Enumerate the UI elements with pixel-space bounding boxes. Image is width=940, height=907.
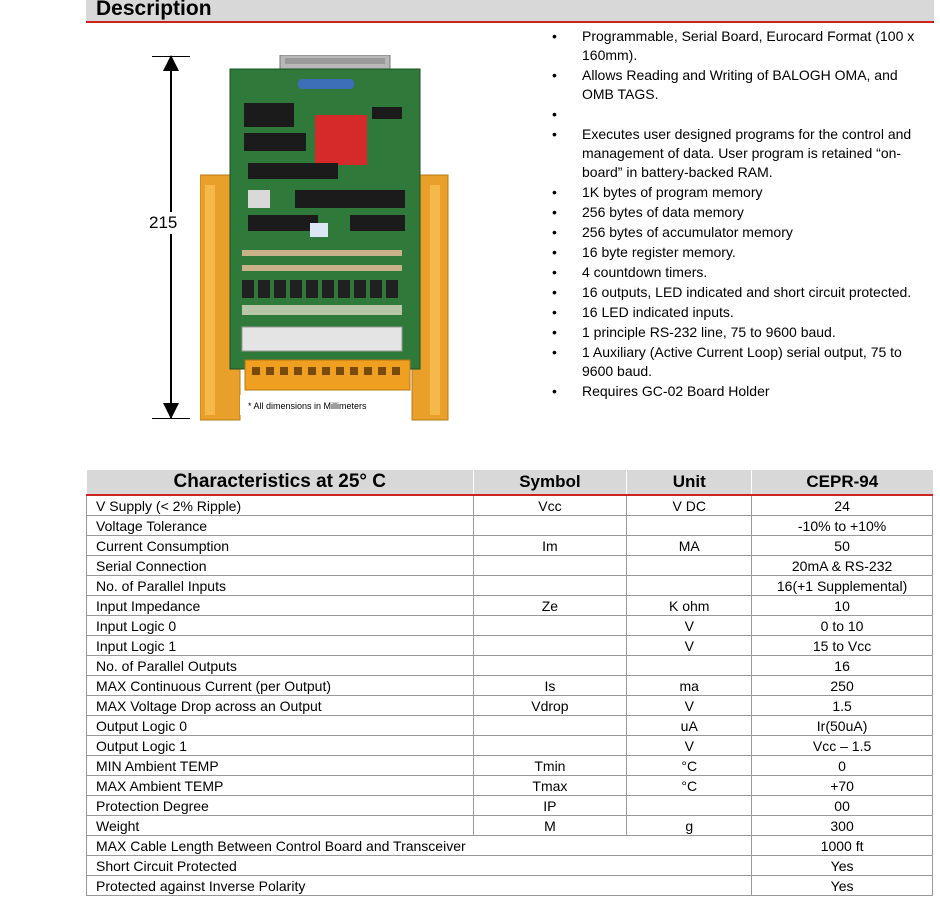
cell-value: 24	[752, 495, 933, 516]
cell-value: 0	[752, 756, 933, 776]
circuit-board-photo	[200, 55, 450, 425]
cell-characteristic: Short Circuit Protected	[87, 856, 752, 876]
cell-value: 1.5	[752, 696, 933, 716]
cell-value: 10	[752, 596, 933, 616]
table-row	[87, 576, 933, 596]
cell-value: +70	[752, 776, 933, 796]
feature-item: • 256 bytes of data memory	[552, 203, 932, 222]
cell-value: 50	[752, 536, 933, 556]
cell-characteristic: MAX Continuous Current (per Output)	[87, 676, 474, 696]
cell-symbol: Tmin	[473, 756, 627, 776]
cell-unit: °C	[627, 776, 752, 796]
cell-value: 16(+1 Supplemental)	[752, 576, 933, 596]
table-row	[87, 536, 933, 556]
cell-characteristic: Current Consumption	[87, 536, 474, 556]
cell-unit: V DC	[627, 495, 752, 516]
characteristics-table	[86, 470, 933, 896]
cell-unit: K ohm	[627, 596, 752, 616]
cell-symbol	[473, 516, 627, 536]
cell-unit: V	[627, 696, 752, 716]
cell-characteristic: V Supply (< 2% Ripple)	[87, 495, 474, 516]
table-header-row	[87, 470, 933, 495]
cell-unit	[627, 576, 752, 596]
header-characteristics: Characteristics at 25° C	[87, 470, 474, 495]
cell-symbol	[473, 736, 627, 756]
table-row	[87, 495, 933, 516]
cell-value: 250	[752, 676, 933, 696]
table-row	[87, 676, 933, 696]
dimension-arrow-down-icon	[163, 403, 179, 419]
dimension-tick-bottom	[152, 418, 190, 419]
cell-symbol	[473, 656, 627, 676]
cell-symbol: Is	[473, 676, 627, 696]
feature-item: • Allows Reading and Writing of BALOGH OMA, and OMB TAGS.	[552, 66, 932, 104]
cell-symbol	[473, 556, 627, 576]
cell-value: Vcc – 1.5	[752, 736, 933, 756]
table-row	[87, 516, 933, 536]
cell-unit: °C	[627, 756, 752, 776]
feature-item: • 16 LED indicated inputs.	[552, 303, 932, 322]
cell-characteristic: Output Logic 1	[87, 736, 474, 756]
cell-unit: ma	[627, 676, 752, 696]
feature-list	[552, 27, 932, 402]
header-model: CEPR-94	[752, 470, 933, 495]
cell-characteristic: Output Logic 0	[87, 716, 474, 736]
feature-item: • 256 bytes of accumulator memory	[552, 223, 932, 242]
cell-unit	[627, 796, 752, 816]
cell-symbol	[473, 636, 627, 656]
feature-item: • 4 countdown timers.	[552, 263, 932, 282]
feature-item: • 16 byte register memory.	[552, 243, 932, 262]
cell-characteristic: Input Impedance	[87, 596, 474, 616]
cell-unit: MA	[627, 536, 752, 556]
table-row	[87, 856, 933, 876]
cell-symbol	[473, 576, 627, 596]
dimension-caption: * All dimensions in Millimeters	[248, 401, 367, 411]
dimension-label: 215	[149, 213, 178, 232]
cell-value: 00	[752, 796, 933, 816]
feature-item: • 1 Auxiliary (Active Current Loop) serial output, 75 to 9600 baud.	[552, 343, 932, 381]
feature-item: • 1 principle RS-232 line, 75 to 9600 baud.	[552, 323, 932, 342]
cell-characteristic: Protection Degree	[87, 796, 474, 816]
cell-characteristic: No. of Parallel Inputs	[87, 576, 474, 596]
table-row	[87, 776, 933, 796]
cell-characteristic: Voltage Tolerance	[87, 516, 474, 536]
cell-value: 300	[752, 816, 933, 836]
cell-value: Yes	[752, 876, 933, 896]
table-row	[87, 556, 933, 576]
cell-value: Yes	[752, 856, 933, 876]
cell-value: 0 to 10	[752, 616, 933, 636]
cell-value: 1000 ft	[752, 836, 933, 856]
cell-value: 16	[752, 656, 933, 676]
cell-characteristic: MAX Cable Length Between Control Board and Transceiver	[87, 836, 752, 856]
cell-symbol: Im	[473, 536, 627, 556]
cell-unit: V	[627, 736, 752, 756]
cell-characteristic: Protected against Inverse Polarity	[87, 876, 752, 896]
feature-item: • Executes user designed programs for the control and management of data. User program is retained “on-board” in battery-backed RAM.	[552, 125, 932, 182]
cell-symbol: Tmax	[473, 776, 627, 796]
cell-unit: uA	[627, 716, 752, 736]
cell-symbol: Vcc	[473, 495, 627, 516]
table-row	[87, 716, 933, 736]
cell-value: 15 to Vcc	[752, 636, 933, 656]
cell-symbol: M	[473, 816, 627, 836]
description-header	[86, 0, 934, 23]
feature-item: • Programmable, Serial Board, Eurocard Format (100 x 160mm).	[552, 27, 932, 65]
cell-symbol	[473, 716, 627, 736]
table-row	[87, 816, 933, 836]
cell-unit	[627, 656, 752, 676]
table-row	[87, 796, 933, 816]
cell-characteristic: No. of Parallel Outputs	[87, 656, 474, 676]
description-title: Description	[96, 0, 212, 20]
feature-item: • 1K bytes of program memory	[552, 183, 932, 202]
feature-item: • Requires GC-02 Board Holder	[552, 382, 932, 401]
table-row	[87, 736, 933, 756]
header-symbol: Symbol	[473, 470, 627, 495]
cell-unit	[627, 556, 752, 576]
cell-characteristic: Weight	[87, 816, 474, 836]
table-row	[87, 656, 933, 676]
cell-symbol	[473, 616, 627, 636]
cell-value: -10% to +10%	[752, 516, 933, 536]
cell-characteristic: MAX Voltage Drop across an Output	[87, 696, 474, 716]
cell-unit: g	[627, 816, 752, 836]
cell-characteristic: MIN Ambient TEMP	[87, 756, 474, 776]
table-row	[87, 616, 933, 636]
table-row	[87, 756, 933, 776]
cell-characteristic: Input Logic 1	[87, 636, 474, 656]
cell-symbol: Vdrop	[473, 696, 627, 716]
table-row	[87, 876, 933, 896]
header-unit: Unit	[627, 470, 752, 495]
dimension-line	[170, 58, 172, 418]
feature-item: • 16 outputs, LED indicated and short circuit protected.	[552, 283, 932, 302]
cell-characteristic: Serial Connection	[87, 556, 474, 576]
cell-characteristic: Input Logic 0	[87, 616, 474, 636]
table-row	[87, 696, 933, 716]
cell-unit: V	[627, 636, 752, 656]
cell-symbol: IP	[473, 796, 627, 816]
cell-value: 20mA & RS-232	[752, 556, 933, 576]
cell-unit	[627, 516, 752, 536]
feature-item	[552, 105, 932, 124]
cell-characteristic: MAX Ambient TEMP	[87, 776, 474, 796]
cell-value: Ir(50uA)	[752, 716, 933, 736]
cell-unit: V	[627, 616, 752, 636]
table-row	[87, 836, 933, 856]
table-row	[87, 596, 933, 616]
cell-symbol: Ze	[473, 596, 627, 616]
table-row	[87, 636, 933, 656]
